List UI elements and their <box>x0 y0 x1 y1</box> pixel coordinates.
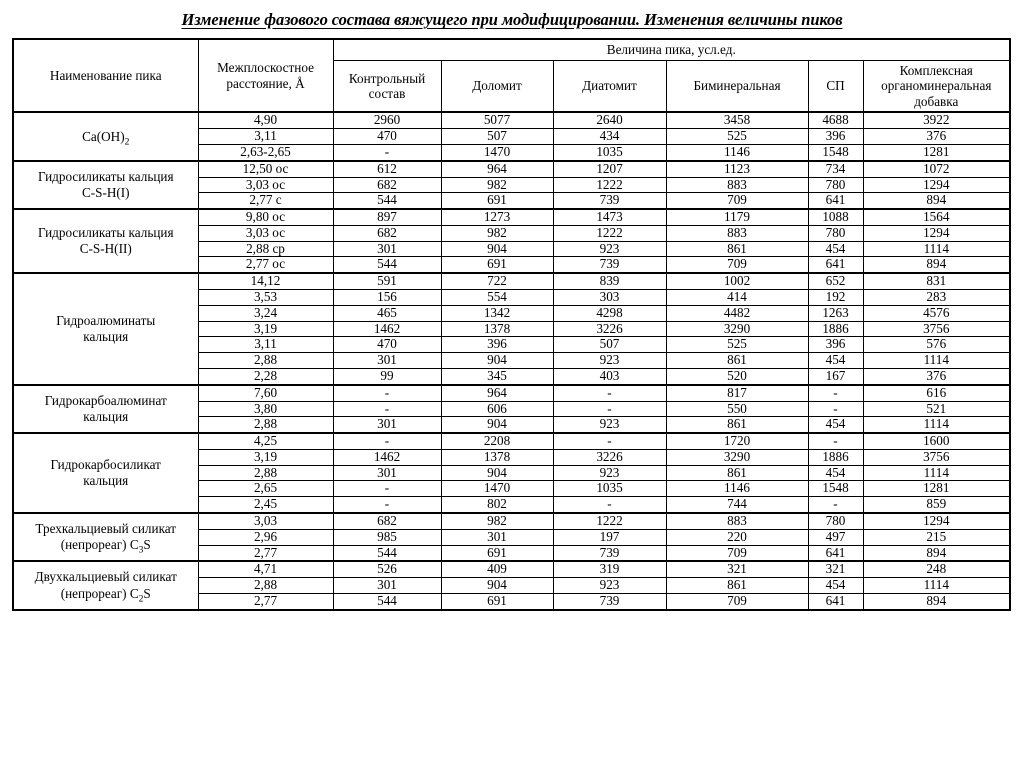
peak-value-cell: 739 <box>553 193 666 209</box>
peak-value-cell: 454 <box>808 578 863 594</box>
peak-value-cell: 709 <box>666 545 808 561</box>
peak-value-cell: 616 <box>863 385 1010 401</box>
peak-name-cell <box>13 273 198 384</box>
peak-name-label: Гидросиликаты кальция C-S-H(II) <box>37 225 174 257</box>
peak-value-cell: 861 <box>666 465 808 481</box>
peak-value-cell: 497 <box>808 529 863 545</box>
peak-value-cell: 321 <box>666 561 808 577</box>
interplanar-distance-cell: 2,77 <box>198 545 333 561</box>
peak-value-cell: 396 <box>441 337 553 353</box>
header-row-group <box>13 39 1010 60</box>
peak-name-cell <box>13 513 198 561</box>
peak-name-cell <box>13 385 198 433</box>
peak-value-cell: - <box>553 497 666 513</box>
peak-value-cell: 544 <box>333 193 441 209</box>
peak-value-cell: 1207 <box>553 161 666 177</box>
peak-value-cell: 739 <box>553 257 666 273</box>
peak-value-cell: 904 <box>441 353 553 369</box>
interplanar-distance-cell: 2,88 <box>198 417 333 433</box>
peak-value-cell: 465 <box>333 305 441 321</box>
interplanar-distance-cell: 2,77 <box>198 593 333 609</box>
peak-value-cell: 414 <box>666 290 808 306</box>
peak-value-cell: 964 <box>441 385 553 401</box>
peak-name-cell <box>13 112 198 160</box>
peak-value-cell: 606 <box>441 401 553 417</box>
peak-value-cell: 861 <box>666 353 808 369</box>
peak-value-cell: 1146 <box>666 481 808 497</box>
table-row <box>13 385 1010 401</box>
column-header-dolomite: Доломит <box>441 60 553 112</box>
peak-value-cell: 904 <box>441 578 553 594</box>
peak-value-cell: 802 <box>441 497 553 513</box>
peak-value-cell: 454 <box>808 241 863 257</box>
peak-value-cell: - <box>333 497 441 513</box>
interplanar-distance-cell: 2,88 <box>198 578 333 594</box>
interplanar-distance-cell: 3,03 ос <box>198 225 333 241</box>
peak-value-cell: 861 <box>666 417 808 433</box>
table-body <box>13 112 1010 609</box>
peak-value-cell: 1342 <box>441 305 553 321</box>
peak-value-cell: 454 <box>808 353 863 369</box>
peak-value-cell: 1123 <box>666 161 808 177</box>
peak-value-cell: 744 <box>666 497 808 513</box>
peak-value-cell: 301 <box>333 241 441 257</box>
peak-value-cell: 1473 <box>553 209 666 225</box>
peak-value-cell: 283 <box>863 290 1010 306</box>
peak-value-cell: 923 <box>553 417 666 433</box>
peak-value-cell: 894 <box>863 193 1010 209</box>
peak-value-cell: 904 <box>441 241 553 257</box>
peak-value-cell: - <box>553 433 666 449</box>
interplanar-distance-cell: 3,24 <box>198 305 333 321</box>
interplanar-distance-cell: 3,03 <box>198 513 333 529</box>
peak-value-cell: 1600 <box>863 433 1010 449</box>
peak-value-cell: 544 <box>333 257 441 273</box>
interplanar-distance-cell: 9,80 ос <box>198 209 333 225</box>
peak-value-cell: 709 <box>666 593 808 609</box>
peak-name-label: $Ca(OH)_2$ <box>82 128 130 148</box>
peak-value-cell: 1462 <box>333 321 441 337</box>
peak-value-cell: 1720 <box>666 433 808 449</box>
peak-value-cell: 831 <box>863 273 1010 289</box>
peak-value-cell: 3226 <box>553 449 666 465</box>
peak-value-cell: 5077 <box>441 112 553 128</box>
peak-value-cell: 652 <box>808 273 863 289</box>
peak-value-cell: 1378 <box>441 449 553 465</box>
peak-name-label: Гидросиликаты кальция C-S-H(I) <box>37 168 174 200</box>
peak-value-cell: 1114 <box>863 578 1010 594</box>
column-header-peak-name: Наименование пика <box>13 39 198 112</box>
peak-value-cell: 691 <box>441 545 553 561</box>
peak-value-cell: 691 <box>441 593 553 609</box>
table-row <box>13 561 1010 577</box>
peak-value-cell: 1114 <box>863 417 1010 433</box>
peak-value-cell: 964 <box>441 161 553 177</box>
peak-value-cell: 894 <box>863 257 1010 273</box>
table-row <box>13 112 1010 128</box>
peak-value-cell: 839 <box>553 273 666 289</box>
peak-value-cell: 1035 <box>553 481 666 497</box>
peak-value-cell: 507 <box>553 337 666 353</box>
peak-value-cell: 403 <box>553 368 666 384</box>
peak-value-cell: 520 <box>666 368 808 384</box>
peak-value-cell: 780 <box>808 225 863 241</box>
peak-name-label: Двухкальциевый силикат (непрореаг) $C_2S$ <box>34 569 177 605</box>
peak-value-cell: 1378 <box>441 321 553 337</box>
peak-value-cell: 4482 <box>666 305 808 321</box>
interplanar-distance-cell: 2,28 <box>198 368 333 384</box>
peak-value-cell: 576 <box>863 337 1010 353</box>
table-row <box>13 161 1010 177</box>
peak-value-cell: 923 <box>553 578 666 594</box>
page-title: Изменение фазового состава вяжущего при модифицировании. Изменения величины пиков <box>181 10 843 29</box>
peak-value-cell: 376 <box>863 368 1010 384</box>
interplanar-distance-cell: 2,45 <box>198 497 333 513</box>
peak-value-cell: - <box>808 497 863 513</box>
peak-value-cell: 612 <box>333 161 441 177</box>
peak-value-cell: 301 <box>333 353 441 369</box>
peak-value-cell: 709 <box>666 257 808 273</box>
peak-value-cell: 1281 <box>863 481 1010 497</box>
peak-value-cell: 1263 <box>808 305 863 321</box>
interplanar-distance-cell: 2,77 ос <box>198 257 333 273</box>
peak-name-cell <box>13 161 198 209</box>
interplanar-distance-cell: 4,25 <box>198 433 333 449</box>
peak-value-cell: 682 <box>333 513 441 529</box>
interplanar-distance-cell: 2,88 ср <box>198 241 333 257</box>
interplanar-distance-cell: 2,88 <box>198 465 333 481</box>
peak-value-cell: 197 <box>553 529 666 545</box>
interplanar-distance-cell: 7,60 <box>198 385 333 401</box>
interplanar-distance-cell: 3,19 <box>198 449 333 465</box>
peak-value-cell: 923 <box>553 353 666 369</box>
peak-value-cell: - <box>553 385 666 401</box>
peak-value-cell: 525 <box>666 129 808 145</box>
interplanar-distance-cell: 14,12 <box>198 273 333 289</box>
interplanar-distance-cell: 3,11 <box>198 129 333 145</box>
peak-value-cell: 883 <box>666 225 808 241</box>
peak-value-cell: - <box>808 401 863 417</box>
peak-value-cell: 409 <box>441 561 553 577</box>
peak-value-cell: 641 <box>808 545 863 561</box>
peak-value-cell: 1072 <box>863 161 1010 177</box>
peak-value-cell: 894 <box>863 545 1010 561</box>
column-header-group-peak-value: Величина пика, усл.ед. <box>333 39 1010 60</box>
peak-value-cell: 167 <box>808 368 863 384</box>
peak-value-cell: 434 <box>553 129 666 145</box>
peak-value-cell: 99 <box>333 368 441 384</box>
peak-value-cell: 1222 <box>553 177 666 193</box>
peak-value-cell: 1886 <box>808 449 863 465</box>
peak-value-cell: 734 <box>808 161 863 177</box>
peak-value-cell: - <box>333 401 441 417</box>
interplanar-distance-cell: 3,80 <box>198 401 333 417</box>
peak-value-cell: 1294 <box>863 225 1010 241</box>
peak-value-cell: 4298 <box>553 305 666 321</box>
peak-name-label: Гидрокарбосиликат кальция <box>50 456 161 489</box>
peak-value-cell: 301 <box>333 578 441 594</box>
peak-value-cell: 1146 <box>666 145 808 161</box>
peak-value-cell: 3756 <box>863 321 1010 337</box>
interplanar-distance-cell: 3,11 <box>198 337 333 353</box>
table-row <box>13 433 1010 449</box>
peak-value-cell: 861 <box>666 241 808 257</box>
peak-value-cell: 544 <box>333 545 441 561</box>
peak-value-cell: 454 <box>808 465 863 481</box>
peak-name-cell <box>13 209 198 273</box>
peak-value-cell: 3922 <box>863 112 1010 128</box>
peak-value-cell: - <box>333 481 441 497</box>
peak-value-cell: 1088 <box>808 209 863 225</box>
peak-value-cell: 1002 <box>666 273 808 289</box>
peak-value-cell: 1035 <box>553 145 666 161</box>
column-header-diatomite: Диатомит <box>553 60 666 112</box>
peak-value-cell: 544 <box>333 593 441 609</box>
peak-value-cell: 454 <box>808 417 863 433</box>
peak-value-cell: 817 <box>666 385 808 401</box>
column-header-control-composition: Контрольный состав <box>333 60 441 112</box>
peak-value-cell: 376 <box>863 129 1010 145</box>
peak-value-cell: 883 <box>666 177 808 193</box>
peak-value-cell: 923 <box>553 241 666 257</box>
column-header-interplanar-distance: Межплоскостное расстояние, Å <box>198 39 333 112</box>
peak-value-cell: 1222 <box>553 513 666 529</box>
peak-name-label: Гидрокарбоалюминат кальция <box>44 392 167 424</box>
interplanar-distance-cell: 3,03 ос <box>198 177 333 193</box>
peak-value-cell: 319 <box>553 561 666 577</box>
peak-value-cell: 923 <box>553 465 666 481</box>
peak-value-cell: - <box>333 385 441 401</box>
peak-value-cell: 641 <box>808 593 863 609</box>
peak-name-cell <box>13 433 198 513</box>
peak-name-label: Трехкальциевый силикат (непрореаг) $C_3S$ <box>35 521 177 556</box>
peak-value-cell: 1114 <box>863 353 1010 369</box>
interplanar-distance-cell: 2,63-2,65 <box>198 145 333 161</box>
peak-value-cell: 883 <box>666 513 808 529</box>
table-row <box>13 513 1010 529</box>
peak-value-cell: 301 <box>333 465 441 481</box>
peak-value-cell: 345 <box>441 368 553 384</box>
peak-value-cell: 897 <box>333 209 441 225</box>
peak-value-cell: 739 <box>553 545 666 561</box>
peak-value-cell: 982 <box>441 513 553 529</box>
peak-value-cell: 248 <box>863 561 1010 577</box>
peak-value-cell: 521 <box>863 401 1010 417</box>
peak-value-cell: 526 <box>333 561 441 577</box>
peak-value-cell: 396 <box>808 337 863 353</box>
peak-value-cell: 2640 <box>553 112 666 128</box>
peak-value-cell: 321 <box>808 561 863 577</box>
peak-value-cell: 780 <box>808 513 863 529</box>
table-header <box>13 39 1010 112</box>
peak-value-cell: 1273 <box>441 209 553 225</box>
peak-value-cell: 1548 <box>808 481 863 497</box>
interplanar-distance-cell: 2,65 <box>198 481 333 497</box>
peak-value-cell: 3290 <box>666 321 808 337</box>
peak-value-cell: 982 <box>441 225 553 241</box>
peak-name-cell <box>13 561 198 609</box>
peak-value-cell: 1564 <box>863 209 1010 225</box>
peak-value-cell: 1179 <box>666 209 808 225</box>
peak-value-cell: 470 <box>333 337 441 353</box>
peak-value-cell: 1294 <box>863 513 1010 529</box>
peak-value-cell: - <box>333 145 441 161</box>
peak-value-cell: 861 <box>666 578 808 594</box>
peak-value-cell: 525 <box>666 337 808 353</box>
peak-value-cell: 220 <box>666 529 808 545</box>
peak-value-cell: 1548 <box>808 145 863 161</box>
peak-value-cell: 691 <box>441 193 553 209</box>
peak-value-cell: 1294 <box>863 177 1010 193</box>
table-row <box>13 273 1010 289</box>
peak-value-cell: 1470 <box>441 145 553 161</box>
peak-value-cell: 4576 <box>863 305 1010 321</box>
peak-value-cell: 507 <box>441 129 553 145</box>
peak-value-cell: 1114 <box>863 241 1010 257</box>
interplanar-distance-cell: 2,77 с <box>198 193 333 209</box>
peak-value-cell: 3756 <box>863 449 1010 465</box>
peak-name-label: Гидроалюминаты кальция <box>56 312 156 344</box>
peak-value-cell: 550 <box>666 401 808 417</box>
peak-value-cell: 1462 <box>333 449 441 465</box>
peak-value-cell: 3458 <box>666 112 808 128</box>
peak-value-cell: 904 <box>441 417 553 433</box>
peak-values-table <box>12 38 1011 611</box>
peak-value-cell: 1470 <box>441 481 553 497</box>
peak-value-cell: 682 <box>333 177 441 193</box>
peak-value-cell: 3226 <box>553 321 666 337</box>
peak-value-cell: 982 <box>441 177 553 193</box>
peak-value-cell: 554 <box>441 290 553 306</box>
peak-value-cell: 215 <box>863 529 1010 545</box>
interplanar-distance-cell: 3,53 <box>198 290 333 306</box>
peak-value-cell: - <box>333 433 441 449</box>
peak-value-cell: 904 <box>441 465 553 481</box>
peak-value-cell: 641 <box>808 193 863 209</box>
peak-value-cell: 894 <box>863 593 1010 609</box>
peak-value-cell: 396 <box>808 129 863 145</box>
peak-value-cell: 691 <box>441 257 553 273</box>
interplanar-distance-cell: 2,88 <box>198 353 333 369</box>
peak-value-cell: 1281 <box>863 145 1010 161</box>
peak-value-cell: 303 <box>553 290 666 306</box>
peak-value-cell: 591 <box>333 273 441 289</box>
peak-value-cell: - <box>553 401 666 417</box>
peak-value-cell: 722 <box>441 273 553 289</box>
peak-value-cell: 780 <box>808 177 863 193</box>
peak-value-cell: 301 <box>333 417 441 433</box>
peak-value-cell: 2960 <box>333 112 441 128</box>
peak-value-cell: 1222 <box>553 225 666 241</box>
column-header-complex-additive: Комплексная органоминеральная добавка <box>863 60 1010 112</box>
peak-value-cell: 985 <box>333 529 441 545</box>
peak-value-cell: 2208 <box>441 433 553 449</box>
peak-value-cell: 709 <box>666 193 808 209</box>
table-container <box>0 38 1024 611</box>
interplanar-distance-cell: 4,71 <box>198 561 333 577</box>
peak-value-cell: 470 <box>333 129 441 145</box>
peak-value-cell: 859 <box>863 497 1010 513</box>
interplanar-distance-cell: 3,19 <box>198 321 333 337</box>
interplanar-distance-cell: 4,90 <box>198 112 333 128</box>
peak-value-cell: 682 <box>333 225 441 241</box>
peak-value-cell: 156 <box>333 290 441 306</box>
peak-value-cell: - <box>808 433 863 449</box>
interplanar-distance-cell: 2,96 <box>198 529 333 545</box>
peak-value-cell: 739 <box>553 593 666 609</box>
peak-value-cell: 641 <box>808 257 863 273</box>
column-header-bimineral: Биминеральная <box>666 60 808 112</box>
peak-value-cell: - <box>808 385 863 401</box>
interplanar-distance-cell: 12,50 ос <box>198 161 333 177</box>
peak-value-cell: 1114 <box>863 465 1010 481</box>
peak-value-cell: 1886 <box>808 321 863 337</box>
table-row <box>13 209 1010 225</box>
peak-value-cell: 4688 <box>808 112 863 128</box>
column-header-sp: СП <box>808 60 863 112</box>
peak-value-cell: 3290 <box>666 449 808 465</box>
peak-value-cell: 192 <box>808 290 863 306</box>
peak-value-cell: 301 <box>441 529 553 545</box>
